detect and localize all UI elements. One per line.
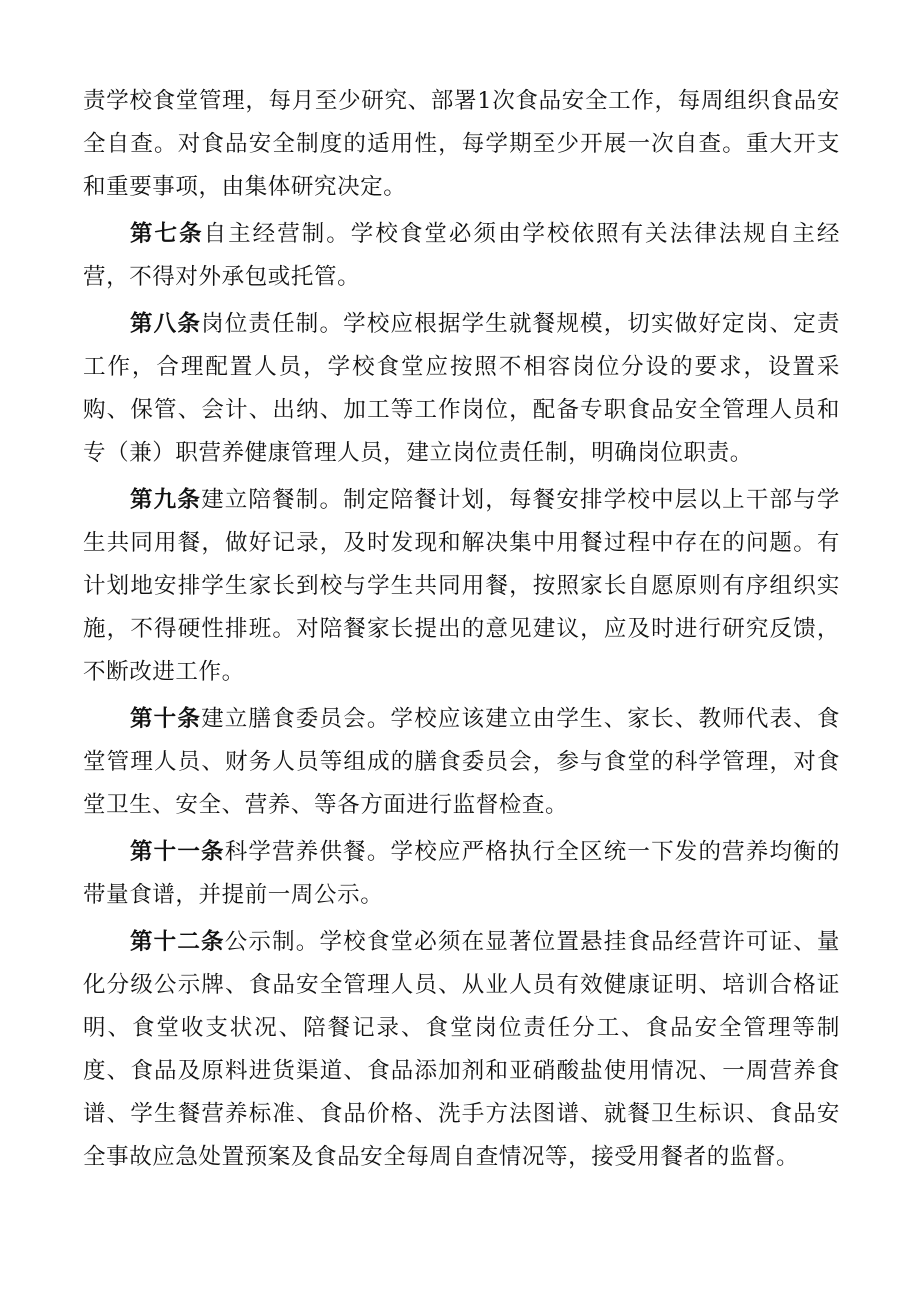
article-title: 第十二条 — [130, 929, 225, 955]
article-8 — [83, 303, 840, 475]
paragraph-text: 科学营养供餐。学校应严格执行全区统一下发的营养均衡的带量食谱，并提前一周公示。 — [83, 839, 840, 908]
paragraph-continuation — [83, 80, 840, 209]
paragraph-text: 建立膳食委员会。学校应该建立由学生、家长、教师代表、食堂管理人员、财务人员等组成的膳食委员会，参与食堂的科学管理，对食堂卫生、安全、营养、等各方面进行监督检查。 — [83, 706, 840, 818]
paragraph-text: 自主经营制。学校食堂必须由学校依照有关法律法规自主经营，不得对外承包或托管。 — [83, 221, 840, 290]
paragraph-text: 岗位责任制。学校应根据学生就餐规模，切实做好定岗、定责工作，合理配置人员，学校食堂应按照不相容岗位分设的要求，设置采购、保管、会计、出纳、加工等工作岗位，配备专职食品安全管理人员和专（兼）职营养健康管理人员，建立岗位责任制，明确岗位职责。 — [83, 311, 840, 466]
article-title: 第十一条 — [130, 839, 225, 865]
article-11 — [83, 831, 840, 917]
article-title: 第八条 — [130, 311, 202, 337]
article-title: 第九条 — [130, 487, 202, 513]
article-7 — [83, 213, 840, 299]
article-10 — [83, 698, 840, 827]
document-page — [83, 80, 840, 1183]
article-title: 第七条 — [130, 221, 204, 247]
article-title: 第十条 — [130, 706, 202, 732]
paragraph-text: 建立陪餐制。制定陪餐计划，每餐安排学校中层以上干部与学生共同用餐，做好记录，及时发现和解决集中用餐过程中存在的问题。有计划地安排学生家长到校与学生共同用餐，按照家长自愿原则有序组织实施，不得硬性排班。对陪餐家长提出的意见建议，应及时进行研究反馈，不断改进工作。 — [83, 487, 840, 685]
article-9 — [83, 479, 840, 694]
paragraph-text: 责学校食堂管理，每月至少研究、部署1次食品安全工作，每周组织食品安全自查。对食品安全制度的适用性，每学期至少开展一次自查。重大开支和重要事项，由集体研究决定。 — [83, 88, 840, 200]
paragraph-text: 公示制。学校食堂必须在显著位置悬挂食品经营许可证、量化分级公示牌、食品安全管理人员、从业人员有效健康证明、培训合格证明、食堂收支状况、陪餐记录、食堂岗位责任分工、食品安全管理等制度、食品及原料进货渠道、食品添加剂和亚硝酸盐使用情况、一周营养食谱、学生餐营养标准、食品价格、洗手方法图谱、就餐卫生标识、食品安全事故应急处置预案及食品安全每周自查情况等，接受用餐者的监督。 — [83, 929, 840, 1170]
article-12 — [83, 921, 840, 1179]
